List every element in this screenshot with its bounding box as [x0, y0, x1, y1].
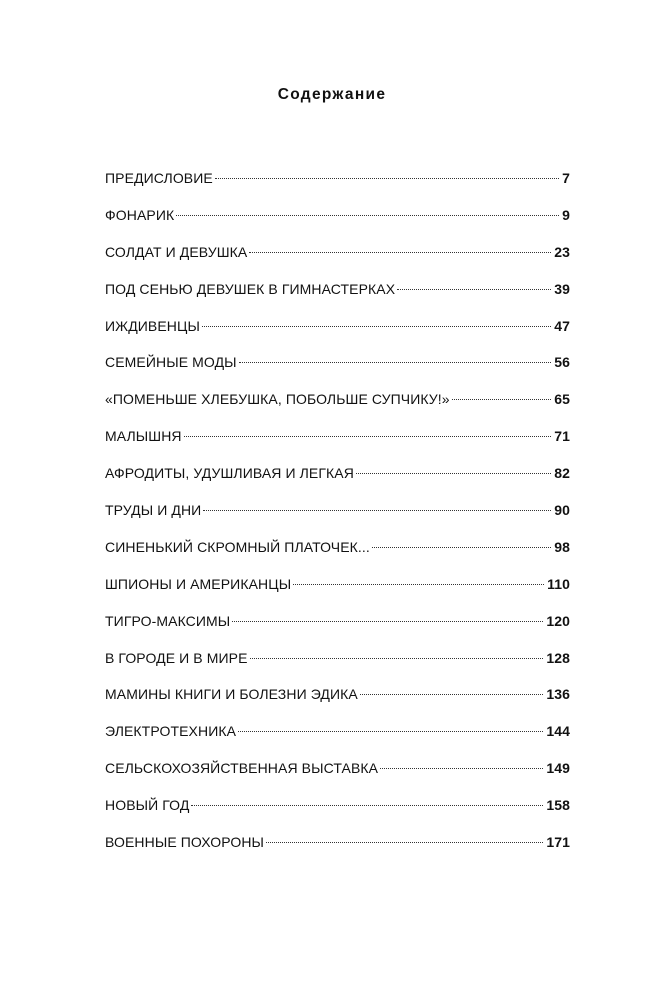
dot-leader — [184, 436, 552, 437]
dot-leader — [360, 694, 543, 695]
toc-entry — [105, 350, 570, 387]
toc-entry — [105, 314, 570, 351]
dot-leader — [397, 289, 551, 290]
toc-entry — [105, 240, 570, 277]
toc-entry-page: 39 — [554, 280, 570, 297]
toc-entry-page: 136 — [546, 686, 570, 703]
dot-leader — [372, 547, 551, 548]
toc-entry-page: 128 — [546, 649, 570, 666]
toc-entry-page: 71 — [554, 428, 570, 445]
table-of-contents — [105, 166, 570, 867]
toc-entry-title: СЕМЕЙНЫЕ МОДЫ — [105, 354, 237, 371]
toc-entry-title: НОВЫЙ ГОД — [105, 797, 190, 814]
dot-leader — [176, 215, 559, 216]
toc-entry — [105, 719, 570, 756]
page-title: Содержание — [277, 86, 387, 103]
toc-entry-page: 120 — [546, 612, 570, 629]
toc-entry-title: СЕЛЬСКОХОЗЯЙСТВЕННАЯ ВЫСТАВКА — [105, 760, 379, 777]
dot-leader — [266, 842, 543, 843]
toc-entry-page: 56 — [554, 354, 570, 371]
dot-leader — [249, 252, 551, 253]
toc-entry-page: 82 — [554, 465, 570, 482]
toc-entry-title: ПРЕДИСЛОВИЕ — [105, 170, 213, 186]
toc-entry — [105, 793, 570, 830]
toc-entry — [105, 682, 570, 719]
toc-entry-title: «ПОМЕНЬШЕ ХЛЕБУШКА, ПОБОЛЬШЕ СУПЧИКУ!» — [105, 391, 450, 408]
dot-leader — [232, 621, 543, 622]
dot-leader — [250, 658, 544, 659]
toc-entry-page: 98 — [554, 538, 570, 555]
toc-entry-title: В ГОРОДЕ И В МИРЕ — [105, 649, 248, 666]
toc-entry-title: ТРУДЫ И ДНИ — [105, 502, 202, 519]
toc-entry — [105, 277, 570, 314]
toc-entry-title: МАЛЫШНЯ — [105, 428, 182, 445]
toc-entry — [105, 498, 570, 535]
dot-leader — [191, 805, 543, 806]
toc-entry-page: 158 — [546, 797, 570, 814]
dot-leader — [356, 473, 551, 474]
toc-entry-title: СИНЕНЬКИЙ СКРОМНЫЙ ПЛАТОЧЕК... — [105, 538, 370, 555]
toc-entry — [105, 166, 570, 203]
toc-entry-page: 9 — [562, 206, 570, 223]
toc-entry-title: ВОЕННЫЕ ПОХОРОНЫ — [105, 834, 265, 851]
toc-entry — [105, 609, 570, 646]
toc-entry — [105, 424, 570, 461]
toc-entry — [105, 535, 570, 572]
toc-entry-title: ФОНАРИК — [105, 206, 175, 223]
dot-leader — [293, 584, 544, 585]
dot-leader — [380, 768, 543, 769]
toc-entry-title: АФРОДИТЫ, УДУШЛИВАЯ И ЛЕГКАЯ — [105, 465, 354, 482]
toc-entry-title: ПОД СЕНЬЮ ДЕВУШЕК В ГИМНАСТЕРКАХ — [105, 280, 396, 297]
toc-entry — [105, 756, 570, 793]
toc-entry-title: ТИГРО-МАКСИМЫ — [105, 612, 231, 629]
dot-leader — [238, 731, 543, 732]
dot-leader — [239, 362, 552, 363]
toc-entry-title: ШПИОНЫ И АМЕРИКАНЦЫ — [105, 575, 292, 592]
dot-leader — [215, 178, 559, 179]
toc-entry — [105, 461, 570, 498]
toc-entry-page: 23 — [554, 243, 570, 260]
toc-entry-page: 7 — [562, 170, 570, 186]
toc-entry-title: ЭЛЕКТРОТЕХНИКА — [105, 723, 237, 740]
toc-entry-page: 90 — [554, 502, 570, 519]
toc-entry-page: 144 — [546, 723, 570, 740]
toc-entry — [105, 572, 570, 609]
dot-leader — [202, 326, 551, 327]
toc-entry — [105, 646, 570, 683]
toc-entry-page: 47 — [554, 317, 570, 334]
toc-entry-page: 149 — [546, 760, 570, 777]
toc-entry-title: СОЛДАТ И ДЕВУШКА — [105, 243, 248, 260]
toc-entry-title: ИЖДИВЕНЦЫ — [105, 317, 200, 334]
dot-leader — [452, 399, 552, 400]
dot-leader — [203, 510, 551, 511]
toc-entry-page: 65 — [554, 391, 570, 408]
toc-entry — [105, 830, 570, 867]
toc-entry-title: МАМИНЫ КНИГИ И БОЛЕЗНИ ЭДИКА — [105, 686, 358, 703]
toc-entry-page: 171 — [546, 834, 570, 851]
toc-entry-page: 110 — [547, 575, 570, 592]
toc-entry — [105, 387, 570, 424]
toc-entry — [105, 203, 570, 240]
